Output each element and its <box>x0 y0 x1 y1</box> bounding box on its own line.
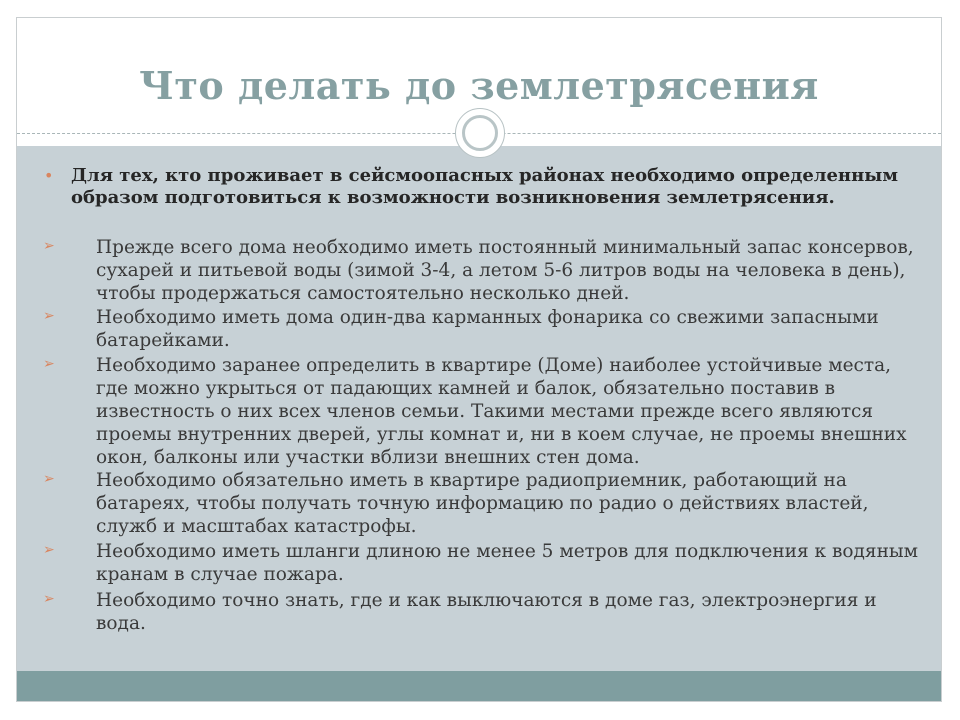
sub-bullet-text: Прежде всего дома необходимо иметь постоянный минимальный запас консервов, сухарей и питьевой воды (зимой 3-4, а летом 5-6 литров воды на человека в день), чтобы продержаться самостоятельно несколько дней. <box>96 237 914 304</box>
arrow-bullet-icon: ➢ <box>43 471 55 487</box>
sub-bullet-text: Необходимо иметь дома один-два карманных фонарика со свежими запасными батарейками. <box>96 307 879 351</box>
bullet-dot-icon: • <box>44 166 54 185</box>
lead-bullet-text: Для тех, кто проживает в сейсмоопасных районах необходимо определенным образом подготовиться к возможности возникновения землетрясения. <box>71 165 898 208</box>
arrow-bullet-icon: ➢ <box>43 591 55 607</box>
arrow-bullet-icon: ➢ <box>43 238 55 254</box>
arrow-bullet-icon: ➢ <box>43 308 55 324</box>
sub-bullet-text: Необходимо обязательно иметь в квартире радиоприемник, работающий на батареях, чтобы получать точную информацию по радио о действиях властей, служб и масштабах катастрофы. <box>96 470 869 537</box>
sub-bullet-text: Необходимо заранее определить в квартире (Доме) наиболее устойчивые места, где можно укрыться от падающих камней и балок, обязательно поставив в известность о них всех членов семьи. Такими местами прежде всего являются проемы внутренних дверей, углы комнат и, ни в коем случае, не проемы внешних окон, балконы или участки вблизи внешних стен дома. <box>96 355 907 468</box>
arrow-bullet-icon: ➢ <box>43 542 55 558</box>
arrow-bullet-icon: ➢ <box>43 356 55 372</box>
circle-ring <box>462 115 498 151</box>
sub-bullet-text: Необходимо точно знать, где и как выключаются в доме газ, электроэнергия и вода. <box>96 590 877 634</box>
slide-title: Что делать до землетрясения <box>139 63 819 108</box>
footer-bar <box>17 671 941 701</box>
sub-bullet-text: Необходимо иметь шланги длиною не менее 5 метров для подключения к водяным кранам в случае пожара. <box>96 541 919 585</box>
divider-circle-ornament <box>455 108 505 158</box>
